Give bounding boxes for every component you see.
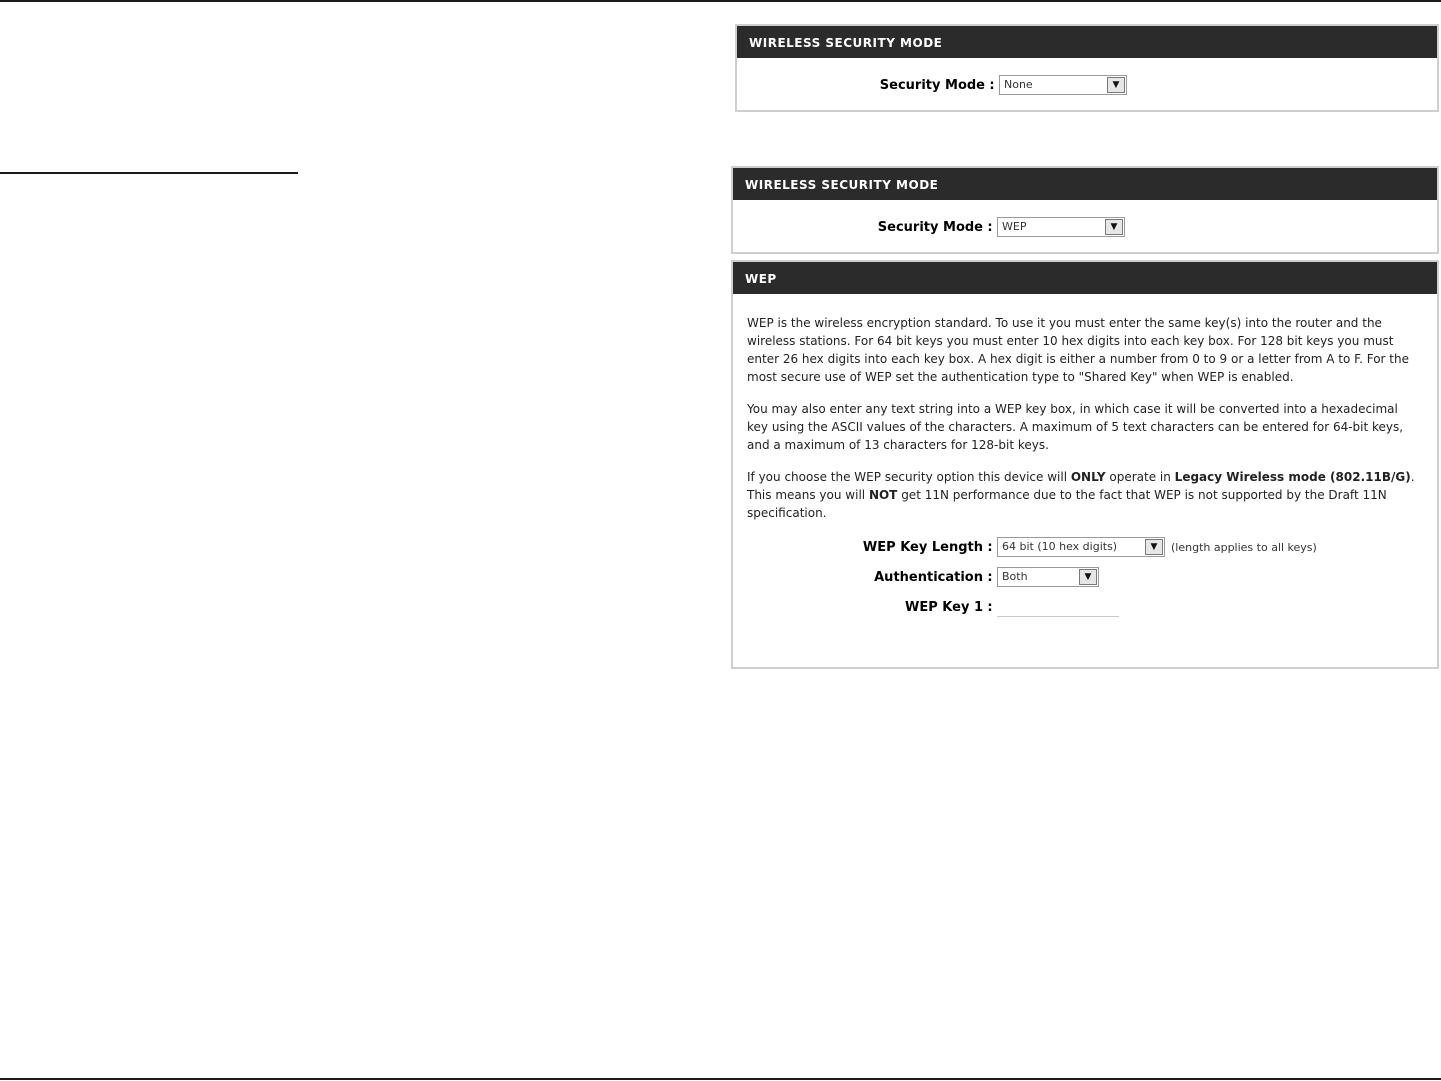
- label-colon: :: [987, 599, 993, 615]
- security-mode-label: Security Mode: [877, 219, 983, 235]
- top-divider: [0, 0, 1441, 2]
- wep-text-key-paragraph: You may also enter any text string into a WEP key box, in which case it will be converted into a hexadecimal key using the ASCII values of the characters. A maximum of 5 text characters can be entered for 64-bit keys, and a maximum of 13 characters for 128-bit keys.: [747, 402, 1404, 452]
- wep-key-length-hint: (length applies to all keys): [1171, 540, 1317, 554]
- warning-text: get 11N performance due to the fact that WEP is not supported by the Draft 11N specification.: [747, 488, 1387, 520]
- wep-settings-panel: [731, 260, 1439, 669]
- security-mode-value: WEP: [1002, 220, 1027, 233]
- chevron-down-icon[interactable]: ▼: [1107, 77, 1125, 93]
- warning-text: operate in: [1105, 470, 1175, 484]
- warning-emphasis-not: NOT: [868, 488, 898, 502]
- security-mode-value: None: [1004, 78, 1033, 91]
- authentication-value: Both: [1002, 570, 1028, 583]
- warning-text: . This means you will: [747, 470, 1415, 502]
- chevron-down-icon[interactable]: ▼: [1079, 569, 1097, 585]
- label-colon: :: [987, 539, 993, 555]
- label-colon: :: [989, 77, 995, 93]
- section-divider: [0, 172, 298, 174]
- wep-description-paragraph: WEP is the wireless encryption standard. To use it you must enter the same key(s) into the router and the wireless stations. For 64 bit keys you must enter 10 hex digits into each key box. For 128 bit keys you must enter 26 hex digits into each key box. A hex digit is either a number from 0 to 9 or a letter from A to F. For the most secure use of WEP set the authentication type to "Shared Key" when WEP is enabled.: [747, 316, 1409, 384]
- chevron-down-icon[interactable]: ▼: [1145, 539, 1163, 555]
- panel-header: WIRELESS SECURITY MODE: [733, 168, 1437, 200]
- chevron-down-icon[interactable]: ▼: [1105, 219, 1123, 235]
- wep-legacy-warning-paragraph: [747, 468, 1421, 522]
- warning-emphasis-mode: Legacy Wireless mode (802.11B/G): [1174, 470, 1411, 484]
- wep-key-length-label: WEP Key Length: [862, 539, 983, 555]
- label-colon: :: [987, 219, 993, 235]
- security-mode-select[interactable]: [999, 75, 1127, 95]
- wep-key-length-value: 64 bit (10 hex digits): [1002, 540, 1118, 553]
- wireless-security-mode-panel-wep: [731, 166, 1439, 254]
- panel-header: WIRELESS SECURITY MODE: [737, 26, 1437, 58]
- warning-emphasis-only: ONLY: [1070, 470, 1106, 484]
- label-colon: :: [987, 569, 993, 585]
- wep-key-length-select[interactable]: [997, 537, 1165, 557]
- security-mode-label: Security Mode: [879, 77, 985, 93]
- panel-header: WEP: [733, 262, 1437, 294]
- authentication-select[interactable]: [997, 567, 1099, 587]
- security-mode-select[interactable]: [997, 217, 1125, 237]
- wep-key-1-label: WEP Key 1: [905, 599, 983, 615]
- warning-text: If you choose the WEP security option this device will: [747, 470, 1071, 484]
- authentication-label: Authentication: [874, 569, 983, 585]
- wireless-security-mode-panel-none: [735, 24, 1439, 112]
- bottom-divider: [0, 1078, 1441, 1080]
- wep-key-1-input[interactable]: [997, 597, 1119, 617]
